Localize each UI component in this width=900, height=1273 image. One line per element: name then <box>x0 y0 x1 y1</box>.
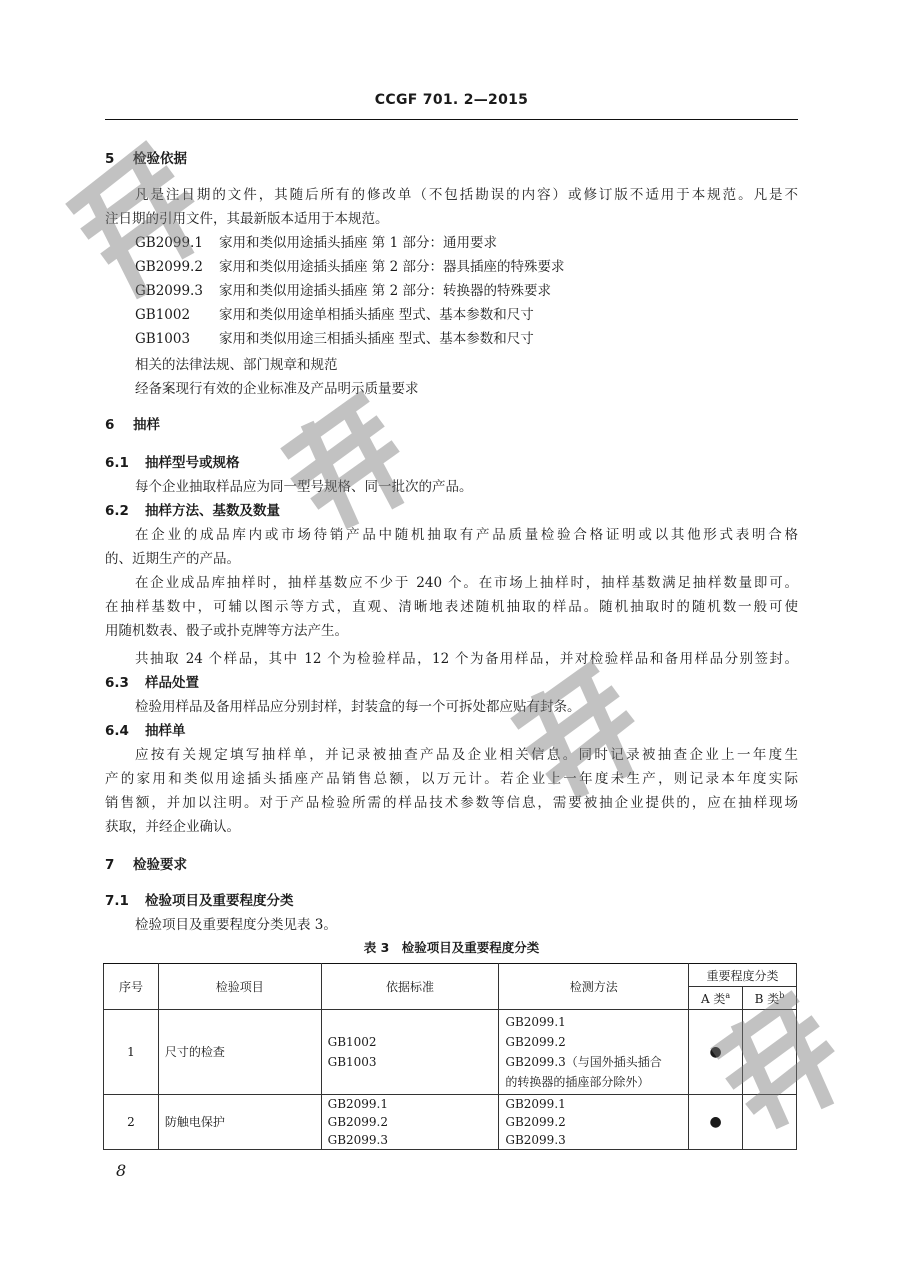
paragraph-line: 共抽取 24 个样品，其中 12 个为检验样品，12 个为备用样品，并对检验样品和备用样品分别签封。 <box>135 651 798 667</box>
paragraph-line: 的、近期生产的产品。 <box>105 551 240 567</box>
paragraph-line: 每个企业抽取样品应为同一型号规格、同一批次的产品。 <box>135 479 473 495</box>
cell-class-b <box>743 1095 797 1150</box>
reference-extra: 经备案现行有效的企业标准及产品明示质量要求 <box>135 381 419 397</box>
reference-item: GB1003 家用和类似用途三相插头插座 型式、基本参数和尺寸 <box>135 331 534 347</box>
table-row <box>104 1010 797 1095</box>
section-6-3-heading: 6.3 样品处置 <box>105 675 199 691</box>
section-6-1-heading: 6.1 抽样型号或规格 <box>105 455 240 471</box>
table-row <box>104 1095 797 1150</box>
cell-class-b <box>743 1010 797 1095</box>
paragraph-line: 应按有关规定填写抽样单，并记录被抽查产品及企业相关信息。同时记录被抽查企业上一年度生 <box>135 747 798 763</box>
col-header-importance: 重要程度分类 <box>689 964 797 987</box>
reference-extra: 相关的法律法规、部门规章和规范 <box>135 357 338 373</box>
cell-class-a: ● <box>689 1010 743 1095</box>
paragraph-line: 在企业的成品库内或市场待销产品中随机抽取有产品质量检验合格证明或以其他形式表明合格 <box>135 527 798 543</box>
cell-no: 1 <box>104 1010 159 1095</box>
table-caption: 表 3 检验项目及重要程度分类 <box>363 940 540 955</box>
paragraph-line: 用随机数表、骰子或扑克牌等方法产生。 <box>105 623 348 639</box>
running-header: CCGF 701. 2—2015 <box>374 92 529 108</box>
cell-standard: GB1002 GB1003 <box>321 1010 499 1095</box>
reference-item: GB1002 家用和类似用途单相插头插座 型式、基本参数和尺寸 <box>135 307 534 323</box>
section-7-1-heading: 7.1 检验项目及重要程度分类 <box>105 893 294 909</box>
col-header-class-a: A 类$^a$ <box>689 987 743 1010</box>
paragraph-line: 检验项目及重要程度分类见表 3。 <box>135 917 337 933</box>
section-6-4-heading: 6.4 抽样单 <box>105 723 186 739</box>
col-header-item: 检验项目 <box>158 964 321 1010</box>
paragraph-line: 注日期的引用文件，其最新版本适用于本规范。 <box>105 211 389 227</box>
section-7-heading: 7 检验要求 <box>105 857 187 873</box>
reference-item: GB2099.2 家用和类似用途插头插座 第 2 部分：器具插座的特殊要求 <box>135 259 565 275</box>
header-rule <box>105 119 798 120</box>
reference-item: GB2099.3 家用和类似用途插头插座 第 2 部分：转换器的特殊要求 <box>135 283 551 299</box>
inspection-table <box>103 963 797 1150</box>
cell-no: 2 <box>104 1095 159 1150</box>
paragraph-line: 在抽样基数中，可辅以图示等方式，直观、清晰地表述随机抽取的样品。随机抽取时的随机数一般可使 <box>105 599 798 615</box>
cell-item: 防触电保护 <box>158 1095 321 1150</box>
page-number: 8 <box>116 1161 127 1180</box>
section-6-2-heading: 6.2 抽样方法、基数及数量 <box>105 503 280 519</box>
cell-method: GB2099.1 GB2099.2 GB2099.3 <box>499 1095 689 1150</box>
section-5-heading: 5 检验依据 <box>105 151 187 167</box>
paragraph-line: 获取，并经企业确认。 <box>105 819 240 835</box>
paragraph-line: 销售额，并加以注明。对于产品检验所需的样品技术参数等信息，需要被抽企业提供的，应在抽样现场 <box>105 795 798 811</box>
cell-method: GB2099.1 GB2099.2 GB2099.3（与国外插头插合 的转换器的插座部分除外） <box>499 1010 689 1095</box>
col-header-method: 检测方法 <box>499 964 689 1010</box>
paragraph-line: 在企业成品库抽样时，抽样基数应不少于 240 个。在市场上抽样时，抽样基数满足抽样数量即可。 <box>135 575 798 591</box>
paragraph-line: 产的家用和类似用途插头插座产品销售总额，以万元计。若企业上一年度未生产，则记录本年度实际 <box>105 771 798 787</box>
paragraph-line: 凡是注日期的文件，其随后所有的修改单（不包括勘误的内容）或修订版不适用于本规范。凡是不 <box>135 187 798 203</box>
cell-item: 尺寸的检查 <box>158 1010 321 1095</box>
col-header-no: 序号 <box>104 964 159 1010</box>
reference-item: GB2099.1 家用和类似用途插头插座 第 1 部分：通用要求 <box>135 235 497 251</box>
paragraph-line: 检验用样品及备用样品应分别封样，封装盒的每一个可拆处都应贴有封条。 <box>135 699 581 715</box>
section-6-heading: 6 抽样 <box>105 417 160 433</box>
col-header-class-b: B 类$^b$ <box>743 987 797 1010</box>
cell-class-a: ● <box>689 1095 743 1150</box>
cell-standard: GB2099.1 GB2099.2 GB2099.3 <box>321 1095 499 1150</box>
col-header-standard: 依据标准 <box>321 964 499 1010</box>
